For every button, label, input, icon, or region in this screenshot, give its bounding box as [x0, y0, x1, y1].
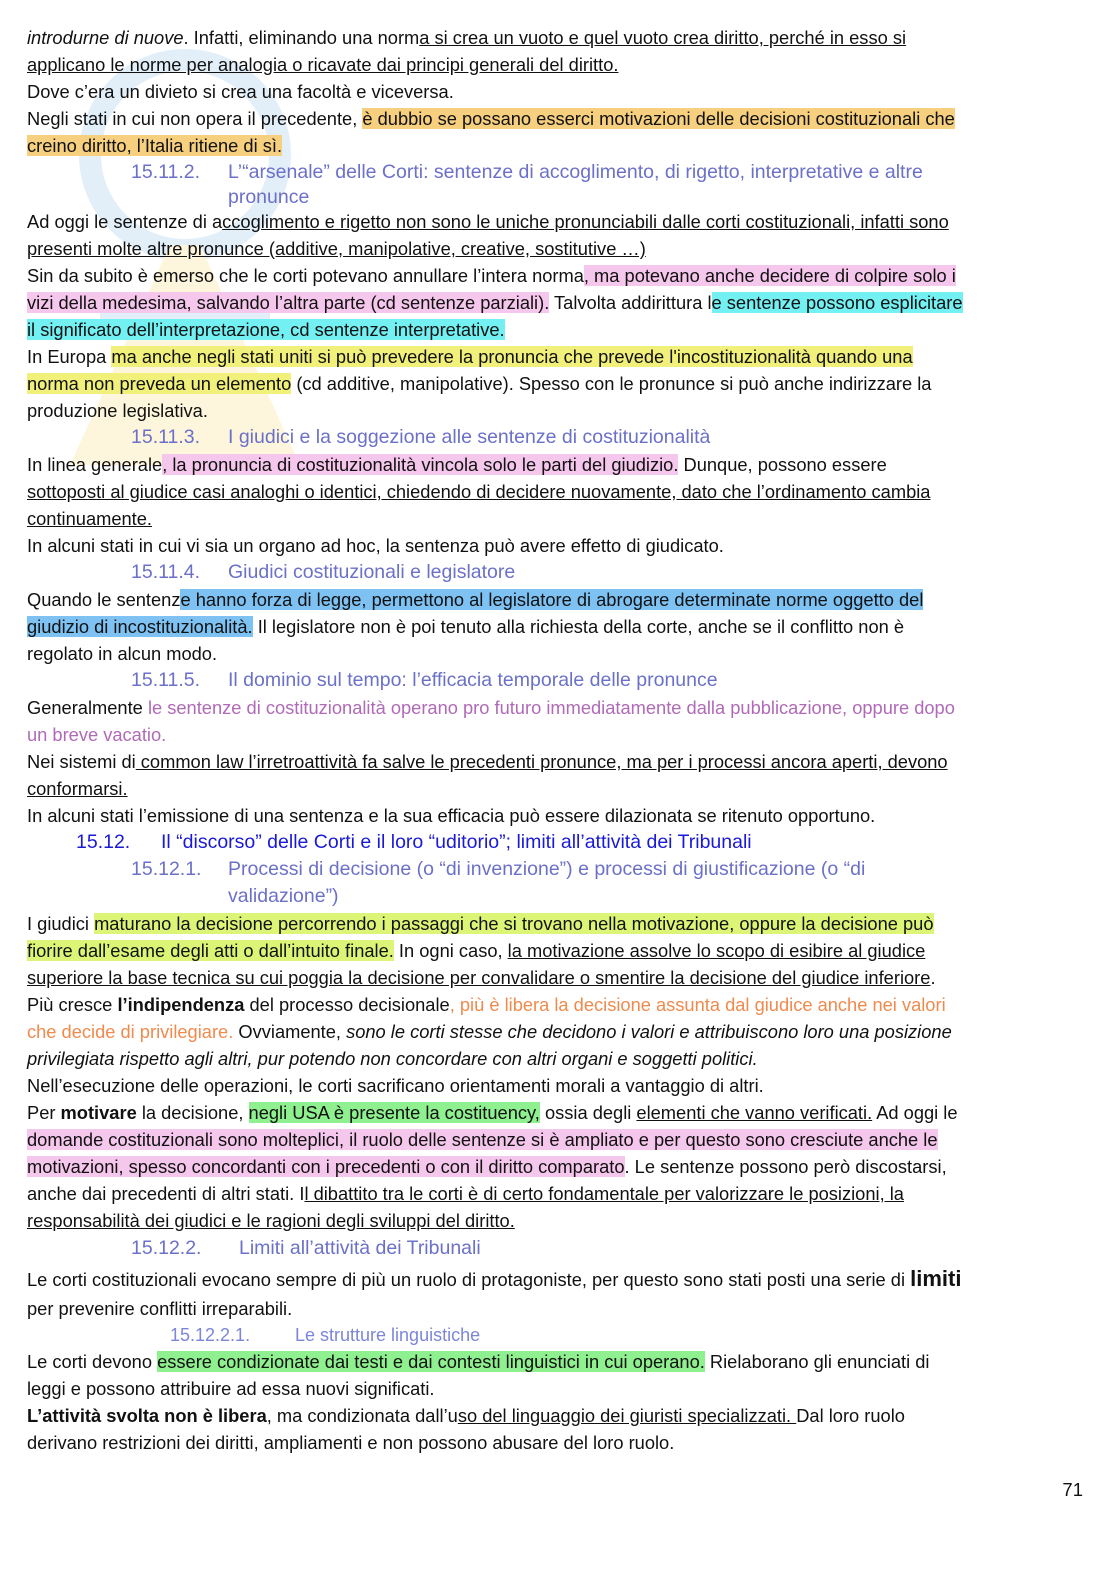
paragraph-line: Ad oggi le sentenze di accoglimento e rigetto non sono le uniche pronunciabili dalle corti costituzionali, infatti sono — [27, 211, 949, 232]
paragraph-line: In alcuni stati l’emissione di una sentenza e la sua efficacia può essere dilazionata se ritenuto opportuno. — [27, 805, 876, 826]
paragraph-line: In linea generale, la pronuncia di costituzionalità vincola solo le parti del giudizio. Dunque, possono essere — [27, 454, 887, 475]
paragraph-line: per prevenire conflitti irreparabili. — [27, 1298, 293, 1319]
paragraph-line: conformarsi. — [27, 778, 128, 799]
paragraph-line: sottoposti al giudice casi analoghi o identici, chiedendo di decidere nuovamente, dato che l’ordinamento cambia — [27, 481, 931, 502]
paragraph-line: privilegiata rispetto agli altri, pur potendo non concordare con altri organi e soggetti politici. — [27, 1048, 758, 1069]
heading-15-12-1: 15.12.1. Processi di decisione (o “di invenzione”) e processi di giustificazione (o “di — [131, 858, 866, 880]
paragraph-line: Generalmente le sentenze di costituzionalità operano pro futuro immediatamente dalla pubblicazione, oppure dopo — [27, 697, 955, 718]
paragraph-line: Nell’esecuzione delle operazioni, le corti sacrificano orientamenti morali a vantaggio di altri. — [27, 1075, 764, 1096]
heading-15-12-2-1: 15.12.2.1. Le strutture linguistiche — [170, 1325, 481, 1345]
heading-15-12-2: 15.12.2. Limiti all’attività dei Tribunali — [131, 1237, 481, 1259]
paragraph-line: continuamente. — [27, 508, 153, 529]
paragraph-line: Le corti costituzionali evocano sempre di più un ruolo di protagoniste, per questo sono stati posti una serie di limiti — [27, 1266, 962, 1291]
heading-15-11-5: 15.11.5. Il dominio sul tempo: l’efficacia temporale delle pronunce — [131, 669, 718, 691]
paragraph-line: giudizio di incostituzionalità. Il legislatore non è poi tenuto alla richiesta della corte, anche se il conflitto non è — [27, 616, 905, 637]
page-number: 71 — [1062, 1479, 1083, 1500]
paragraph-line: L’attività svolta non è libera, ma condizionata dall’uso del linguaggio dei giuristi specializzati. Dal loro ruolo — [27, 1405, 905, 1426]
paragraph-line: In alcuni stati in cui vi sia un organo ad hoc, la sentenza può avere effetto di giudicato. — [27, 535, 724, 556]
paragraph-line: Dove c’era un divieto si crea una facoltà e viceversa. — [27, 81, 454, 102]
paragraph-line: In Europa ma anche negli stati uniti si può prevedere la pronuncia che prevede l'incostituzionalità quando una — [27, 346, 913, 367]
paragraph-line: vizi della medesima, salvando l’altra parte (cd sentenze parziali). Talvolta addirittura le sentenze possono esplicitare — [27, 292, 963, 313]
paragraph-line: fiorire dall’esame degli atti o dall’intuito finale. In ogni caso, la motivazione assolve lo scopo di esibire al giudice — [27, 940, 926, 961]
paragraph-line: Quando le sentenze hanno forza di legge, permettono al legislatore di abrogare determinate norme oggetto del — [27, 589, 924, 610]
paragraph-line: Le corti devono essere condizionate dai testi e dai contesti linguistici in cui operano. Rielaborano gli enunciati di — [27, 1351, 930, 1372]
document-page — [27, 24, 1089, 1456]
paragraph-line: il significato dell’interpretazione, cd sentenze interpretative. — [27, 319, 505, 340]
paragraph-line: leggi e possono attribuire ad essa nuovi significati. — [27, 1378, 435, 1399]
paragraph-line: I giudici maturano la decisione percorrendo i passaggi che si trovano nella motivazione, oppure la decisione può — [27, 913, 934, 934]
paragraph-line: anche dai precedenti di altri stati. Il dibattito tra le corti è di certo fondamentale per valorizzare le posizioni, la — [27, 1183, 904, 1204]
paragraph-line: presenti molte altre pronunce (additive, manipolative, creative, sostitutive …) — [27, 238, 646, 259]
paragraph-line: creino diritto, l’Italia ritiene di sì. — [27, 135, 283, 156]
heading-15-11-3: 15.11.3. I giudici e la soggezione alle sentenze di costituzionalità — [131, 426, 711, 448]
paragraph-line: norma non preveda un elemento (cd additive, manipolative). Spesso con le pronunce si può anche indirizzare la — [27, 373, 932, 394]
heading-15-12-1-cont: validazione”) — [228, 885, 339, 907]
paragraph-line: derivano restrizioni dei diritti, ampliamenti e non possono abusare del loro ruolo. — [27, 1432, 675, 1453]
paragraph-line: domande costituzionali sono molteplici, il ruolo delle sentenze si è ampliato e per questo sono cresciute anche le — [27, 1129, 938, 1150]
paragraph-line: responsabilità dei giudici e le ragioni degli sviluppi del diritto. — [27, 1210, 515, 1231]
paragraph-line: Negli stati in cui non opera il precedente, è dubbio se possano esserci motivazioni delle decisioni costituzionali che — [27, 108, 955, 129]
paragraph-line: produzione legislativa. — [27, 400, 208, 421]
paragraph-line: un breve vacatio. — [27, 724, 167, 745]
paragraph-line: che decide di privilegiare. Ovviamente, sono le corti stesse che decidono i valori e attribuiscono loro una posizione — [27, 1021, 952, 1042]
heading-15-11-2-cont: pronunce — [228, 186, 310, 208]
paragraph-line: applicano le norme per analogia o ricavate dai principi generali del diritto. — [27, 54, 619, 75]
paragraph-line: Nei sistemi di common law l’irretroattività fa salve le precedenti pronunce, ma per i processi ancora aperti, devono — [27, 751, 948, 772]
paragraph-line: Più cresce l’indipendenza del processo decisionale, più è libera la decisione assunta dal giudice anche nei valori — [27, 994, 946, 1015]
paragraph-line: Sin da subito è emerso che le corti potevano annullare l’intera norma, ma potevano anche decidere di colpire solo i — [27, 265, 956, 286]
heading-15-12: 15.12. Il “discorso” delle Corti e il loro “uditorio”; limiti all’attività dei Tribunali — [76, 831, 752, 853]
paragraph-line: superiore la base tecnica su cui poggia la decisione per convalidare o smentire la decisione del giudice inferiore. — [27, 967, 936, 988]
paragraph-line: introdurne di nuove. Infatti, eliminando una norma si crea un vuoto e quel vuoto crea diritto, perché in esso si — [27, 27, 907, 48]
heading-15-11-2: 15.11.2. L’“arsenale” delle Corti: sentenze di accoglimento, di rigetto, interpretative e altre — [131, 161, 923, 183]
paragraph-line: motivazioni, spesso concordanti con i precedenti o con il diritto comparato. Le sentenze possono però discostarsi, — [27, 1156, 947, 1177]
heading-15-11-4: 15.11.4. Giudici costituzionali e legislatore — [131, 561, 516, 583]
paragraph-line: regolato in alcun modo. — [27, 643, 218, 664]
paragraph-line: Per motivare la decisione, negli USA è presente la costituency, ossia degli elementi che vanno verificati. Ad oggi le — [27, 1102, 958, 1123]
